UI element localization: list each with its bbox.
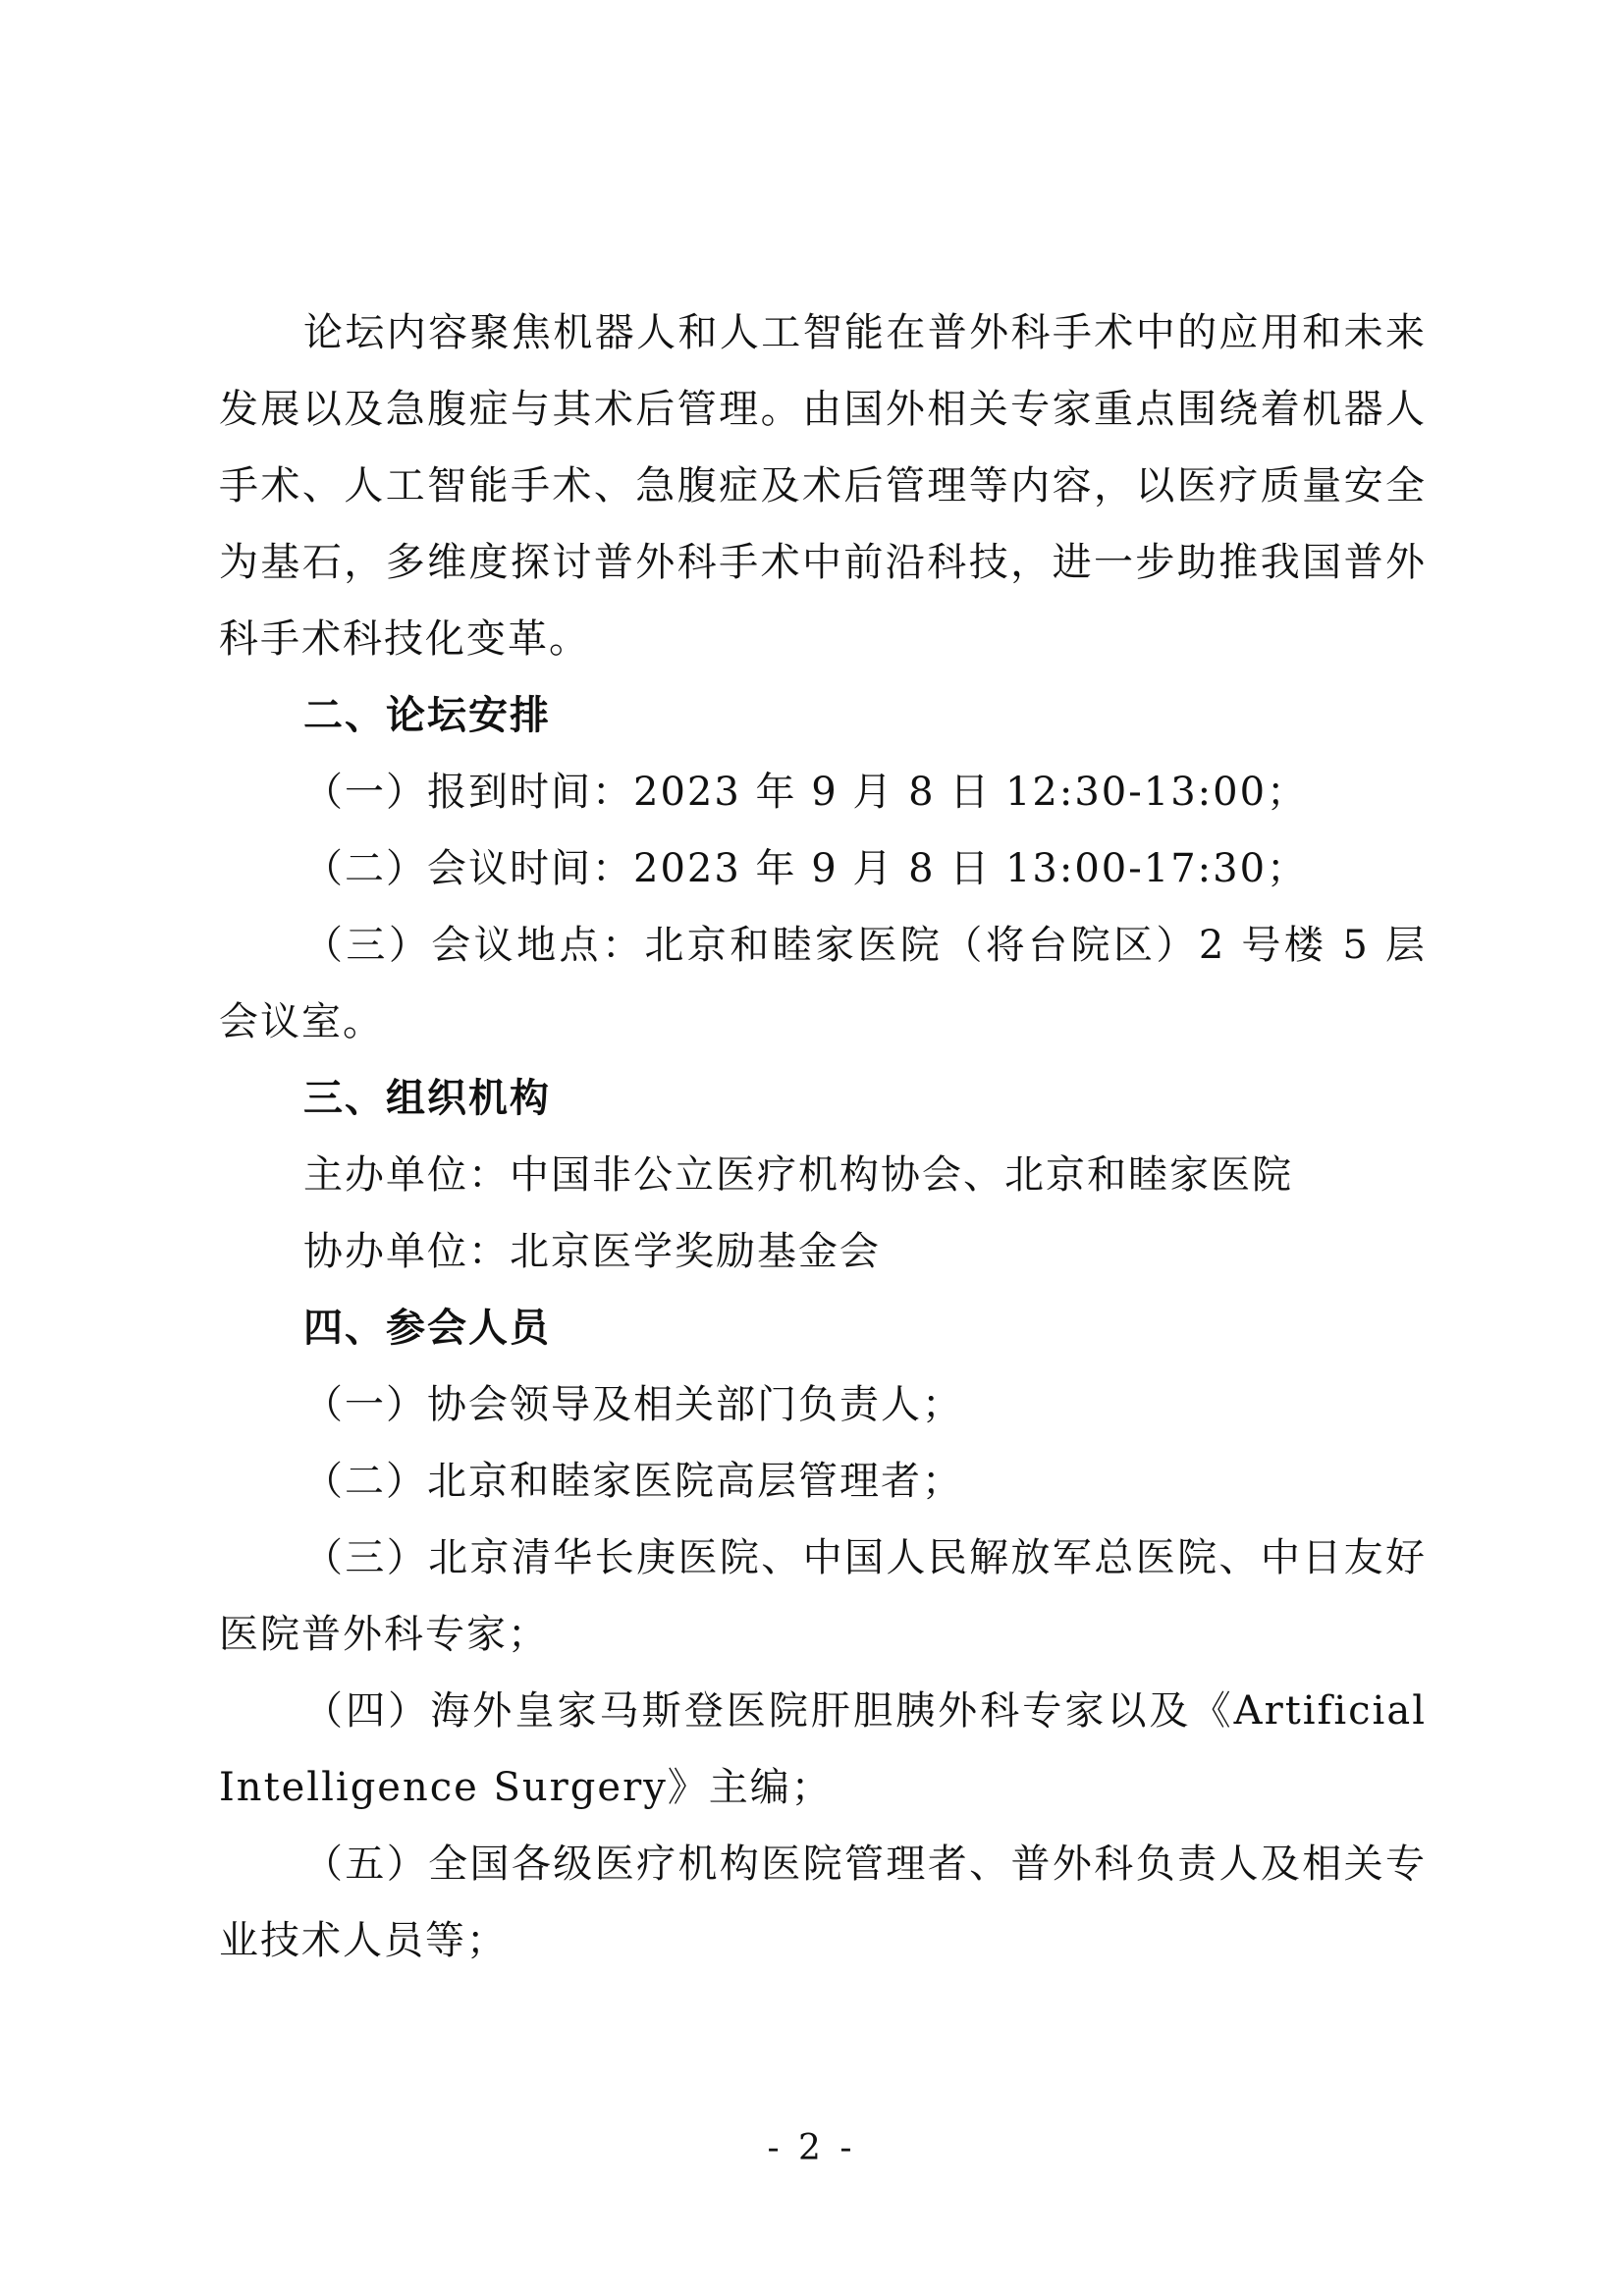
schedule-item-venue: （三）会议地点：北京和睦家医院（将台院区）2 号楼 5 层会议室。 bbox=[219, 923, 1427, 1044]
page-number: - 2 - bbox=[767, 2128, 856, 2168]
section-heading-organizers: 三、组织机构 bbox=[303, 1076, 551, 1121]
section-heading-attendees: 四、参会人员 bbox=[303, 1306, 551, 1351]
section-heading-schedule: 二、论坛安排 bbox=[303, 693, 551, 738]
attendee-item: （三）北京清华长庚医院、中国人民解放军总医院、中日友好医院普外科专家； bbox=[219, 1535, 1427, 1657]
organizer-host: 主办单位：中国非公立医疗机构协会、北京和睦家医院 bbox=[303, 1152, 1293, 1198]
schedule-item-meeting-time: （二）会议时间：2023 年 9 月 8 日 13:00-17:30； bbox=[303, 846, 1309, 891]
schedule-item-registration: （一）报到时间：2023 年 9 月 8 日 12:30-13:00； bbox=[303, 770, 1309, 815]
attendee-item: （二）北京和睦家医院高层管理者； bbox=[303, 1459, 963, 1504]
attendee-item: （四）海外皇家马斯登医院肝胆胰外科专家以及《Artificial Intelligence Surgery》主编； bbox=[219, 1688, 1427, 1810]
intro-paragraph: 论坛内容聚焦机器人和人工智能在普外科手术中的应用和未来发展以及急腹症与其术后管理。由国外相关专家重点围绕着机器人手术、人工智能手术、急腹症及术后管理等内容，以医疗质量安全为基石，多维度探讨普外科手术中前沿科技，进一步助推我国普外科手术科技化变革。 bbox=[219, 310, 1427, 662]
document-body bbox=[219, 294, 1427, 1979]
attendee-item: （五）全国各级医疗机构医院管理者、普外科负责人及相关专业技术人员等； bbox=[219, 1842, 1427, 1963]
attendee-item: （一）协会领导及相关部门负责人； bbox=[303, 1382, 963, 1427]
organizer-co-host: 协办单位：北京医学奖励基金会 bbox=[303, 1229, 881, 1274]
